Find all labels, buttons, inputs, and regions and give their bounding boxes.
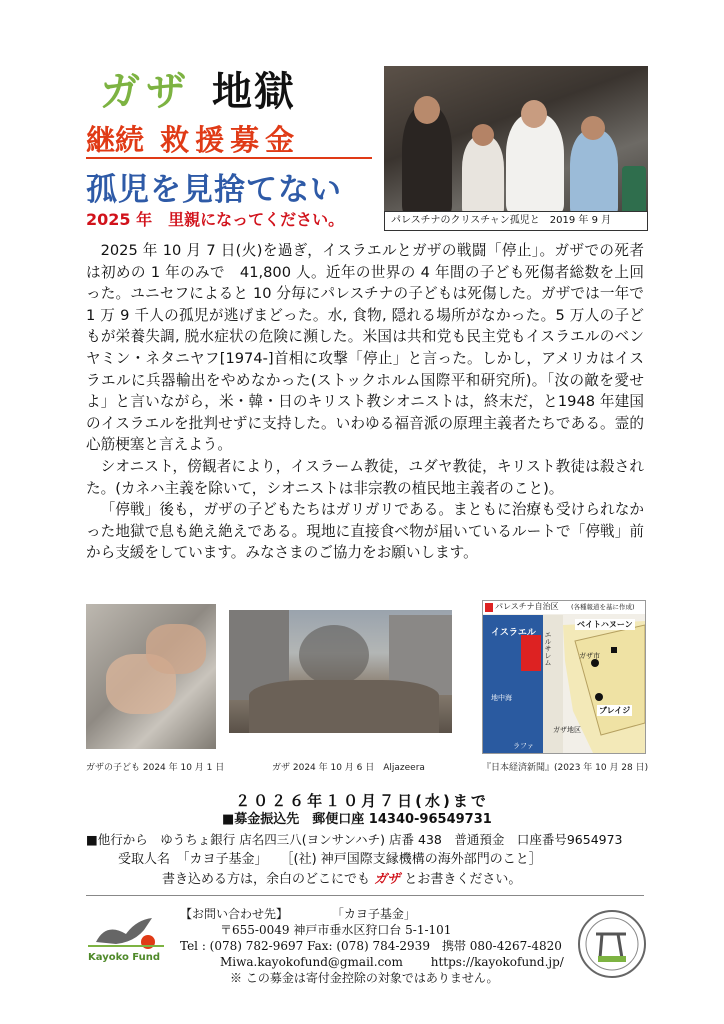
main-title [100, 60, 296, 117]
map-title: パレスチナ自治区 [495, 602, 559, 611]
contact-header [180, 906, 580, 922]
seal-logo [578, 910, 646, 978]
orphans-photo-caption: パレスチナのクリスチャン孤児と 2019 年 9 月 [384, 211, 648, 231]
contact-email[interactable]: Miwa.kayokofund@gmail.com [220, 955, 403, 969]
child-hands-photo [86, 604, 216, 749]
palestine-map [482, 600, 646, 754]
paragraph-3: 「停戦」後も，ガザの子どもたちはガリガリである。まともに治療も受けられなかった地獄で息も絶え絶えである。現地に直接食べ物が届いているルートで「停戦」前から支緩をしています。みなさまのご協力をお願いします。 [86, 501, 644, 562]
contact-phone: Tel : (078) 782-9697 Fax: (078) 784-2939 携帯 080-4267-4820 [180, 939, 562, 953]
recipient-name: 受取人名 「カヨ子基金」 ［(社) 神戸国際支縁機構の海外部門のこと］ [118, 852, 542, 867]
contact-block [180, 906, 580, 986]
map-note: (各種報道を基に作成) [571, 603, 635, 611]
map-label-bureij: ブレイジ [599, 706, 631, 715]
contact-label: 【お問い合わせ先】 [180, 907, 289, 921]
subtitle-underline [86, 157, 372, 159]
paragraph-1: 2025 年 10 月 7 日(火)を過ぎ，イスラエルとガザの戦闘「停止」。ガザでの死者は初めの 1 年のみで 41,800 人。近年の世界の 4 年間の子ども死傷者総数を上回った。ユニセフによると 10 分毎にパレスチナの子どもは死傷した。ガザでは一年で 1 万 9 千人の孤児が逃げまどった。水, 食物, 隠れる場所がなかった。5 万人の子どもが栄養失調, 脱水症状の危険に瀕した。米国は共和党も民主党もイスラエルのベンヤミン・ネタニヤフ[1974-]首相に攻撃「停止」と言った。しかし，アメリカはイスラエルに兵器輸出をやめなかった(ストックホルム国際平和研究所)。「汝の敵を愛せよ」と言いながら，米・韓・日のキリスト教シオニストは，終末だ，と1948 年建国のイスラエルを批判せずに支持した。いわゆる福音派の原理主義者たちである。霊的心筋梗塞と言えよう。 [86, 242, 644, 454]
seal-icon [580, 912, 644, 976]
subtitle-fundraising [86, 118, 300, 159]
contact-url[interactable]: https://kayokofund.jp/ [430, 955, 564, 969]
contact-address: 〒655-0049 神戸市垂水区狩口台 5-1-101 [220, 923, 452, 937]
subtitle-continuous: 継続 [86, 123, 145, 157]
map-label-rafah: ラファ [513, 742, 534, 750]
logo-text: Kayoko Fund [88, 952, 161, 963]
gaza-rubble-photo [229, 610, 452, 733]
divider [86, 895, 644, 896]
contact-email-row [180, 954, 580, 970]
caption-rubble: ガザ 2024 年 10 月 6 日 Aljazeera [272, 763, 425, 773]
note-write-gaza-word: ガザ [374, 872, 401, 887]
paragraph-2: シオニスト，傍観者により，イスラーム教徒，ユダヤ教徒，キリスト教徒は殺された。(カネハ主義を除いて，シオニストは非宗教の植民地主義者のこと)。 [86, 457, 644, 497]
map-label-gaza-strip: ガザ地区 [553, 726, 581, 734]
caption-map: 『日本経済新聞』(2023 年 10 月 28 日) [482, 763, 649, 773]
postal-account: ■募金振込先 郵便口座 14340-96549731 [222, 812, 492, 827]
contact-org: 「カヨ子基金」 [331, 907, 416, 921]
note-write-gaza-part1: 書き込める方は，余白のどこにでも [162, 872, 371, 887]
map-label-jerusalem: エルサレム [544, 631, 552, 666]
caption-child-hands: ガザの子ども 2024 年 10 月 1 日 [86, 763, 225, 773]
article-body [86, 240, 644, 564]
bird-icon [86, 912, 166, 952]
note-write-gaza [162, 870, 521, 890]
bank-transfer: ■他行から ゆうちょ銀行 店名四三八(ヨンサンハチ) 店番 438 普通預金 口座番号9654973 [86, 832, 623, 847]
subtitle-foster: 2025 年 里親になってください。 [86, 210, 345, 229]
note-write-gaza-part2: とお書きください。 [404, 872, 522, 887]
deadline: ２０２６年１０月７日(水)まで [235, 792, 489, 810]
contact-note: ※ この募金は寄付金控除の対象ではありません。 [230, 971, 499, 985]
subtitle-relief-fund: 救援募金 [160, 123, 301, 157]
map-label-israel: イスラエル [491, 628, 536, 638]
orphans-photo [384, 66, 648, 211]
subtitle-orphans: 孤児を見捨てない [86, 172, 342, 208]
title-gaza: ガザ [100, 69, 192, 115]
map-label-gaza-city: ガザ市 [579, 652, 600, 660]
map-label-sea: 地中海 [491, 694, 512, 702]
map-label-beit-hanoun: ベイトハヌーン [577, 620, 633, 629]
title-jigoku: 地獄 [211, 69, 296, 115]
kayoko-fund-logo [86, 912, 166, 966]
